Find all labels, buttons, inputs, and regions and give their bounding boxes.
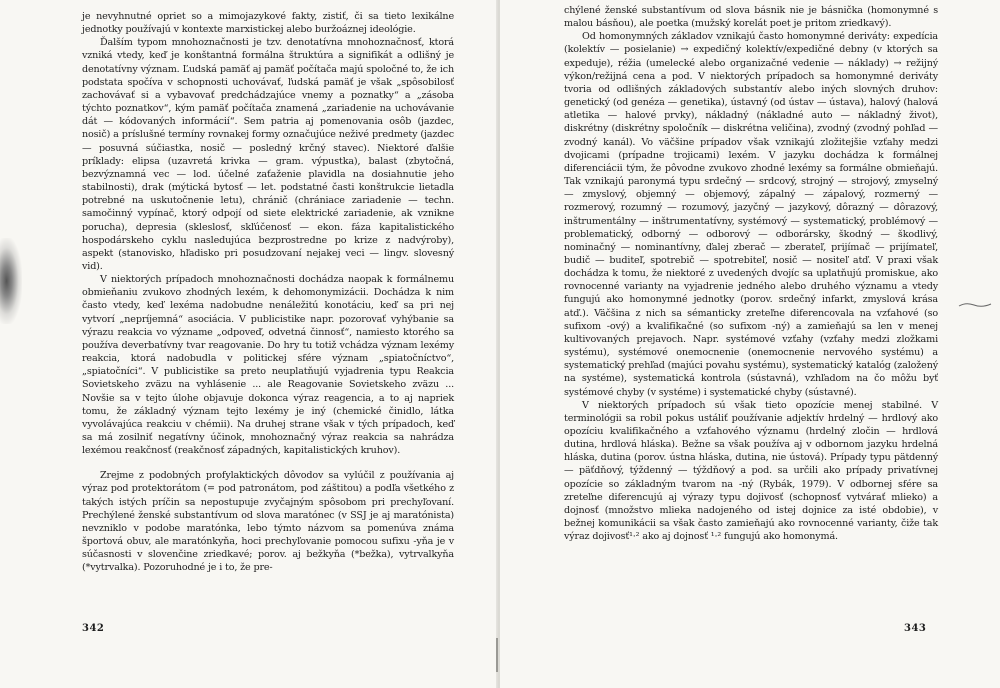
left-paragraph-1: je nevyhnutné opriet so a mimojazykové fakty, zistiť, či sa tieto lexikálne jednotky používajú v kontexte marxistickej alebo buržoáznej ideológie. bbox=[82, 11, 454, 36]
page-number-right: 343 bbox=[904, 623, 927, 634]
gutter-scratch bbox=[496, 638, 498, 672]
right-paragraph-3: V niektorých prípadoch sú však tieto opozície menej stabilné. V terminológii sa robil pokus ustáliť používanie adjektív hrdelný — hrdlový ako opozíciu kvalifikačného a vzťahového významu (hrdelný zločin — hrdlová dutina, hrdlová hláska). Bežne sa však používa aj v odbornom jazyku hrdelná hláska, dutina (porov. ústna hláska, dutina, nie ústová). Prípady typu pätdenný — päťdňový, týždenný — týždňový a pod. sa určili ako prípady privatívnej opozície so základným tvarom na -ný (Rybák, 1979). V odbornej sfére sa zreteľne diferencujú aj výrazy typu dojivosť (schopnosť vytvárať mlieko) a dojnosť (množstvo mlieka nadojeného od istej dojnice za isté obdobie), v bežnej komunikácii sa však často zamieňajú ako rovnocenné varianty, čiže tak výraz dojivosť¹·² ako aj dojnosť ¹·² fungujú ako homonymá. bbox=[564, 399, 938, 543]
left-paragraph-3: V niektorých prípadoch mnohoznačnosti dochádza naopak k formálnemu obmieňaniu zvukovo zhodných lexém, k dehomonymizácii. Dochádza k nim často vtedy, keď lexéma nadobudne nenáležitú konotáciu, keď sa pri nej vytvorí „nepríjemná“ asociácia. V publicistike napr. pozorovať vyhýbanie sa výrazu reakcia vo význame „odpoveď, odvetná činnosť“, namiesto ktorého sa používa deverbatívny tvar reagovanie. Do hry tu totiž vchádza význam lexémy reakcia, ktorá nadobudla v politickej sfére význam „spiatočníctvo“, „spiatočníci“. V publicistike sa preto neuplatňujú vyjadrenia typu Reakcia Sovietskeho zväzu na vyhlásenie ... ale Reagovanie Sovietskeho zväzu ... Novšie sa v tejto úlohe objavuje dokonca výraz reagencia, a to aj napriek tomu, že základný význam tejto lexémy je iný (chemické činidlo, látka vyvolávajúca reakciu v chémii). Na druhej strane však v tých prípadoch, keď sa má zosilniť negatívny účinok, mnohoznačný výraz reakcia sa nahrádza lexémou reakčnosť (reakčnosť západných, kapitalistických kruhov). bbox=[82, 274, 454, 457]
right-paragraph-2: Od homonymných základov vznikajú často homonymné deriváty: expedícia (kolektív — posielanie) → expedičný kolektív/expedičné debny (v ktorých sa expeduje), réžia (umelecké alebo organizačné vedenie — náklady) → režijný výkon/režijná cena a pod. V niektorých prípadoch sa homonymné deriváty tvoria od odlišných základových substantív alebo iných slovných druhov: genetický (od genéza — genetika), ústavný (od ústav — ústava), halový (halová atletika — halové prvky), nákladný (nákladné auto — nákladný život), diskrétny (diskrétny spoločník — diskrétna veličina), zvodný (zvodný pohľad — zvodný kanál). Vo väčšine prípadov však vznikajú zložitejšie vzťahy medzi dvojicami (prípadne trojicami) lexém. V jazyku dochádza k formálnej diferenciácii tým, že pôvodne zvukovo zhodné lexémy sa formálne obmieňajú. Tak vznikajú paronymá typu srdečný — srdcový, strojný — strojový, zmyselný — zmyslový, objemný — objemový, zápalný — zápalový, rozmerný — rozmerový, rozumný — rozumový, jazyčný — jazykový, dôrazný — dôrazový, inštrumentálny — inštrumentatívny, systémový — systematický, problémový — problematický, odborný — odborový — odborársky, škodný — škodlivý, nominačný — nominantívny, ďalej zberač — zberateľ, prijímač — prijímateľ, budič — buditeľ, spotrebič — spotrebiteľ, nosič — nositeľ atď. V praxi však dochádza k tomu, že niektoré z uvedených dvojíc sa uplatňujú promiskue, ako rovnocenné varianty na vyjadrenie jedného alebo druhého významu a vtedy fungujú ako homonymné jednotky (porov. srdečný infarkt, zmyslová krása atď.). Väčšina z nich sa sémanticky zreteľne diferencovala na vzťahové (so sufixom -ový) a kvalifikačné (so sufixom -ný) a zamieňajú sa len v menej kultivovaných prejavoch. Napr. systémové vzťahy (vzťahy medzi zložkami systému), systémové onemocnenie (onemocnenie nervového systému) a systematický prehľad (majúci povahu systému), systematický katalóg (založený na systéme), systematická kontrola (sústavná), vzhľadom na čo môžu byť systémové chyby (v systéme) i systematické chyby (sústavné). bbox=[564, 31, 938, 398]
left-text-column bbox=[82, 10, 454, 575]
left-paragraph-2: Ďalším typom mnohoznačnosti je tzv. denotatívna mnohoznačnosť, ktorá vzniká vtedy, keď je konštantná formálna štruktúra a signifikát a odlišný je denotatívny význam. Ľudská pamäť aj pamäť počítača majú spoločné to, že ich podstata spočíva v schopnosti uchovávať, ľudská pamäť je však „spôsobilosť zachovávať si a vybavovať predchádzajúce vnemy a poznatky“ a „zásoba týchto poznatkov“, kým pamäť počítača znamená „zariadenie na uchovávanie dát — kódovaných informácií“. Sem patria aj pomenovania osôb (jazdec, nosič) a príslušné termíny rovnakej formy označujúce neživé predmety (jazdec — posuvná súčiastka, nosič — posledný krčný stavec). Niektoré ďalšie príklady: elipsa (uzavretá krivka — gram. výpustka), balast (zbytočná, bezvýznamná vec — lod. účelné zaťaženie plavidla na dosiahnutie jeho stabilnosti), drak (mýtická bytosť — let. podstatné časti konštrukcie lietadla potrebné na uskutočnenie letu), chránič (chrániace zariadenie — techn. samočinný vypínač, ktorý odpojí od siete elektrické zariadenie, ak vznikne porucha), depresia (skleslosť, skľúčenosť — ekon. fáza kapitalistického hospodárskeho cyklu nasledujúca bezprostredne po krize z nadvýroby), aspekt (stanovisko, hľadisko pri posudzovaní nejakej veci — lingv. slovesný vid). bbox=[82, 37, 454, 272]
binding-smudge bbox=[0, 238, 22, 324]
margin-pencil-mark bbox=[958, 300, 992, 310]
left-page bbox=[0, 0, 498, 688]
right-paragraph-1: chýlené ženské substantívum od slova básnik nie je básnička (homonymné s malou básňou), ale poetka (mužský korelát poet je pritom zriedkavý). bbox=[564, 5, 938, 30]
right-text-column bbox=[564, 4, 938, 543]
right-page bbox=[500, 0, 1000, 688]
page-number-left: 342 bbox=[82, 623, 105, 634]
left-paragraph-4: Zrejme z podobných profylaktických dôvodov sa vylúčil z používania aj výraz pod protektorátom (= pod patronátom, pod záštitou) a podľa všetkého z takých istých príčin sa nepostupuje zvyčajným spôsobom pri prechyľovaní. Prechýlené ženské substantívum od slova maratónec (v SSJ je aj maratónista) nevzniklo v podobe maratónka, lebo týmto názvom sa pomenúva známa športová obuv, ale maratónkyňa, hoci prechyľovanie pomocou sufixu -yňa je v súčasnosti v slovenčine zriedkavé; porov. aj bežkyňa (*bežka), vytrvalkyňa (*vytrvalka). Pozoruhodné je i to, že pre- bbox=[82, 470, 454, 574]
